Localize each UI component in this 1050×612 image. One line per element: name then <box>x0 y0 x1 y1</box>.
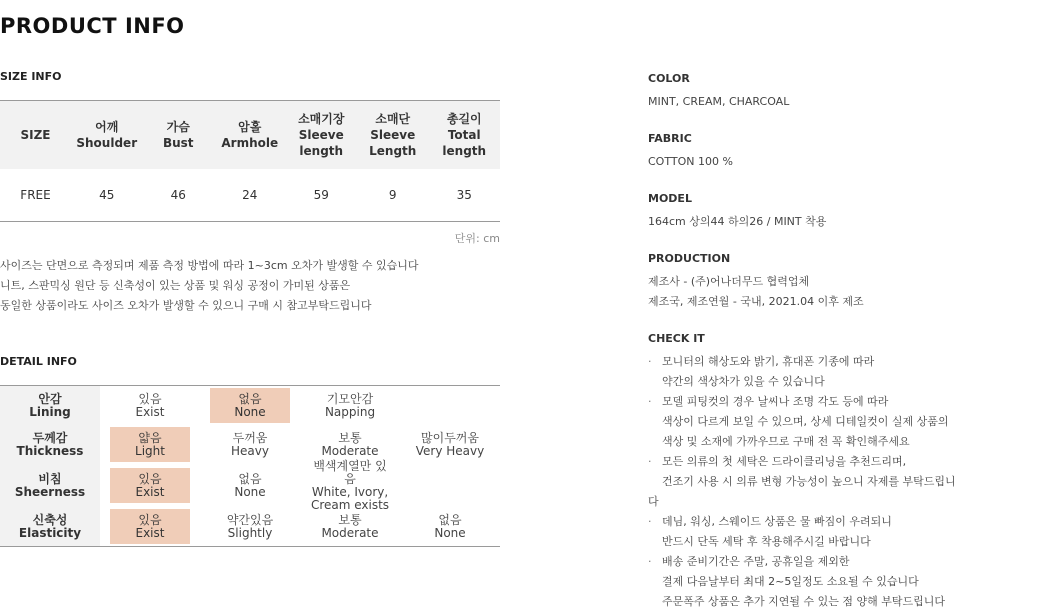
detail-info-label: DETAIL INFO <box>0 355 77 368</box>
check-it-line: 색상 및 소재에 가까우므로 구매 전 꼭 확인해주세요 <box>662 435 910 448</box>
check-it-item <box>648 352 958 392</box>
detail-option <box>410 468 490 503</box>
detail-option-cell <box>200 386 300 425</box>
model-value: 164cm 상의44 하의26 / MINT 착용 <box>648 215 827 228</box>
size-note: 동일한 상품이라도 사이즈 오차가 발생할 수 있으니 구매 시 참고부탁드립니다 <box>0 299 372 312</box>
detail-option-cell <box>300 386 400 425</box>
production-line: 제조사 - (주)어나더무드 협력업체 <box>648 275 810 288</box>
check-it-line: · 배송 준비기간은 주말, 공휴일을 제외한 <box>648 552 958 572</box>
check-it-line: · 모델 피팅컷의 경우 날씨나 조명 각도 등에 따라 <box>648 392 958 412</box>
detail-option-selected: 얇음 Light <box>110 427 190 462</box>
detail-option-selected: 있음 Exist <box>110 468 190 503</box>
detail-option-cell <box>200 507 300 546</box>
detail-option-cell <box>100 386 200 425</box>
detail-row <box>0 425 500 464</box>
size-header-cell: 암홀 Armhole <box>214 101 286 170</box>
detail-option: 없음 None <box>434 512 466 540</box>
detail-option: 약간있음 Slightly <box>226 512 274 540</box>
check-it-line: 약간의 색상차가 있을 수 있습니다 <box>662 375 825 388</box>
detail-option-cell <box>100 507 200 546</box>
detail-option: 있음 Exist <box>135 391 165 419</box>
size-header-cell: SIZE <box>0 101 71 170</box>
size-cell: FREE <box>0 169 71 222</box>
detail-option-cell <box>200 464 300 507</box>
color-value: MINT, CREAM, CHARCOAL <box>648 95 790 108</box>
check-it-line: · 데님, 워싱, 스웨이드 상품은 물 빠짐이 우려되니 <box>648 512 958 532</box>
model-label: MODEL <box>648 192 692 205</box>
detail-option-cell <box>300 507 400 546</box>
detail-option-selected: 있음 Exist <box>110 509 190 544</box>
check-it-item <box>648 452 958 512</box>
size-header-cell: 어깨 Shoulder <box>71 101 143 170</box>
detail-row-label: 비침 Sheerness <box>0 464 100 507</box>
bullet-icon: · <box>648 555 652 568</box>
size-cell: 46 <box>143 169 215 222</box>
size-note: 사이즈는 단면으로 측정되며 제품 측정 방법에 따라 1~3cm 오차가 발생할 수 있습니다 <box>0 259 419 272</box>
check-it-line: 반드시 단독 세탁 후 착용해주시길 바랍니다 <box>662 535 871 548</box>
detail-option-cell <box>100 425 200 464</box>
check-it-line: · 모니터의 해상도와 밝기, 휴대폰 기종에 따라 <box>648 352 958 372</box>
bullet-icon: · <box>648 455 652 468</box>
size-table <box>0 100 500 222</box>
detail-option-cell <box>400 425 500 464</box>
check-it-list <box>648 352 958 612</box>
check-it-line: 건조기 사용 시 의류 변형 가능성이 높으니 자제를 부탁드립니 <box>662 475 956 488</box>
bullet-icon: · <box>648 395 652 408</box>
detail-option-cell <box>400 386 500 425</box>
check-it-line: 색상이 다르게 보일 수 있으며, 상세 디테일컷이 실제 상품의 <box>662 415 949 428</box>
detail-option-cell <box>400 507 500 546</box>
detail-option-cell <box>300 458 400 512</box>
detail-row <box>0 386 500 425</box>
color-label: COLOR <box>648 72 690 85</box>
size-info-label: SIZE INFO <box>0 70 62 83</box>
size-cell: 35 <box>429 169 501 222</box>
check-it-line: 결제 다음날부터 최대 2~5일정도 소요될 수 있습니다 <box>662 575 919 588</box>
detail-option: 많이두꺼움 Very Heavy <box>415 430 485 458</box>
detail-option-cell <box>400 464 500 507</box>
page-title: PRODUCT INFO <box>0 14 185 38</box>
detail-option: 두꺼움 Heavy <box>231 430 269 458</box>
size-cell: 45 <box>71 169 143 222</box>
production-line: 제조국, 제조연월 - 국내, 2021.04 이후 제조 <box>648 295 864 308</box>
size-cell: 9 <box>357 169 429 222</box>
size-cell: 59 <box>286 169 358 222</box>
detail-option: 보통 Moderate <box>321 512 379 540</box>
size-header-cell: 총길이 Total length <box>429 101 501 170</box>
detail-option <box>410 388 490 423</box>
check-it-line: 주문폭주 상품은 추가 지연될 수 있는 점 양해 부탁드립니다 <box>662 595 945 608</box>
detail-row-label: 두께감 Thickness <box>0 425 100 464</box>
size-cell: 24 <box>214 169 286 222</box>
check-it-item <box>648 392 958 452</box>
detail-option-cell <box>200 425 300 464</box>
detail-option: 없음 None <box>234 471 266 499</box>
bullet-icon: · <box>648 355 652 368</box>
table-row <box>0 169 500 222</box>
detail-row-label: 신축성 Elasticity <box>0 507 100 546</box>
unit-note: 단위: cm <box>454 232 500 245</box>
check-it-item <box>648 512 958 552</box>
detail-option-cell <box>100 464 200 507</box>
fabric-label: FABRIC <box>648 132 692 145</box>
check-it-line: · 모든 의류의 첫 세탁은 드라이클리닝을 추천드리며, <box>648 452 958 472</box>
size-notes <box>0 256 418 316</box>
product-info-panel <box>648 72 958 612</box>
detail-option: 백색계열만 있음 White, Ivory, Cream exists <box>310 458 390 512</box>
size-header-cell: 소매기장 Sleeve length <box>286 101 358 170</box>
detail-option: 기모안감 Napping <box>324 391 376 419</box>
detail-row-label: 안감 Lining <box>0 386 100 425</box>
detail-row <box>0 464 500 507</box>
detail-option: 보통 Moderate <box>321 430 379 458</box>
size-header-cell: 소매단 Sleeve Length <box>357 101 429 170</box>
fabric-value: COTTON 100 % <box>648 155 733 168</box>
production-label: PRODUCTION <box>648 252 731 265</box>
check-it-line: 다 <box>648 495 659 508</box>
bullet-icon: · <box>648 515 652 528</box>
size-header-cell: 가슴 Bust <box>143 101 215 170</box>
size-note: 니트, 스판믹싱 원단 등 신축성이 있는 상품 및 워싱 공정이 가미된 상품은 <box>0 279 351 292</box>
detail-row <box>0 507 500 546</box>
detail-table <box>0 385 500 547</box>
check-it-label: CHECK IT <box>648 332 705 345</box>
check-it-item <box>648 552 958 612</box>
detail-option-selected: 없음 None <box>210 388 290 423</box>
